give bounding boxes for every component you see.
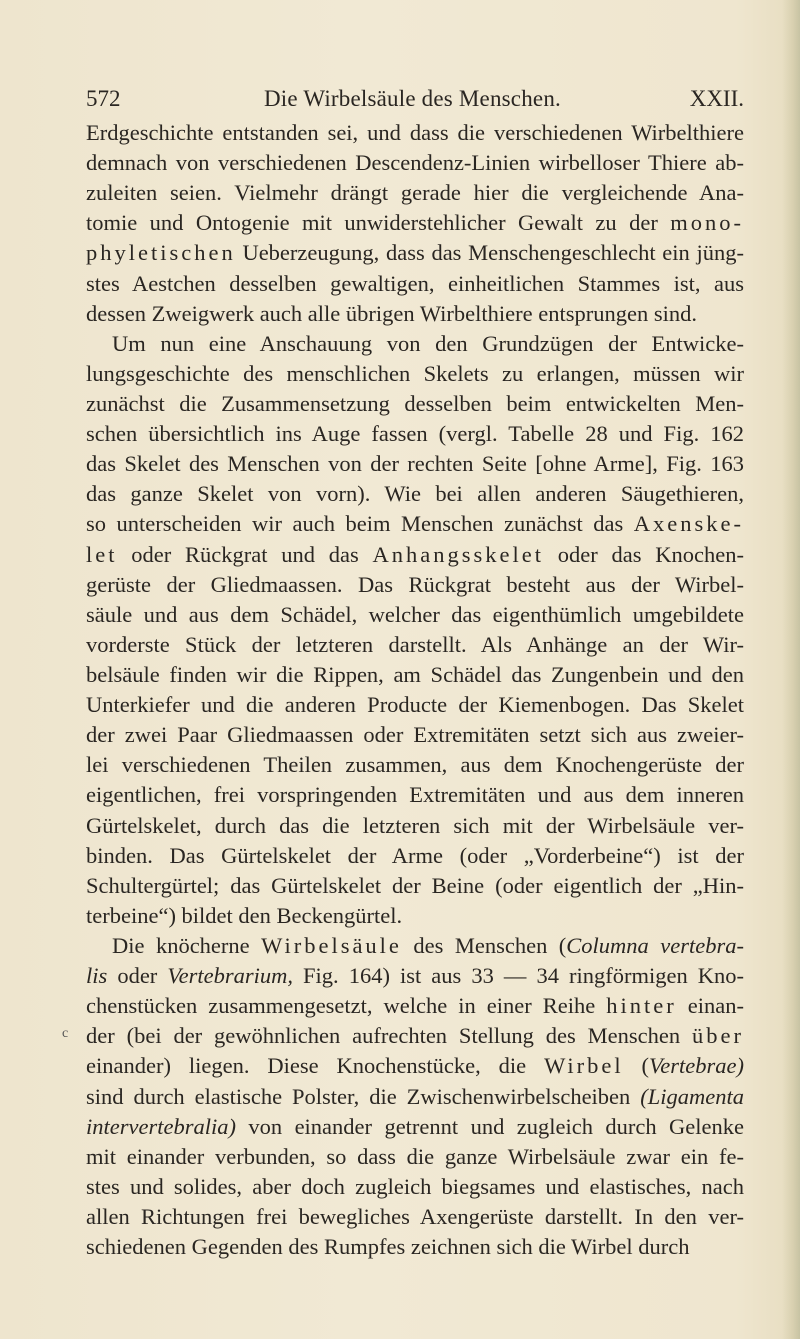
spaced-emphasis-text: Wirbelsäule (261, 932, 402, 958)
text-run: säule und aus dem Schädel, welcher das eigenthümlich umgebildete (86, 601, 744, 627)
text-run: binden. Das Gürtelskelet der Arme (oder „Vorderbeine“) ist der (86, 842, 744, 868)
spaced-emphasis-text: hinter (606, 993, 677, 1019)
text-run: des Menschen ( (401, 932, 567, 958)
text-line (86, 600, 744, 630)
text-run: Schultergürtel; das Gürtelskelet der Beine (oder eigentlich der „Hin- (86, 872, 744, 898)
text-run: dessen Zweigwerk auch alle übrigen Wirbelthiere entsprungen sind. (86, 300, 697, 326)
text-run: terbeine“) bildet den Beckengürtel. (86, 902, 403, 928)
text-run: schen übersichtlich ins Auge fassen (vergl. Tabelle 28 und Fig. 162 (86, 421, 744, 447)
text-run: vorderste Stück der letzteren darstellt. Als Anhänge an der Wir- (86, 631, 744, 657)
italic-text: Vertebrarium, (167, 963, 293, 989)
text-run: oder (107, 963, 168, 989)
text-line (86, 479, 744, 509)
text-line (86, 750, 744, 780)
text-run: Die knöcherne (112, 932, 262, 958)
spaced-emphasis-text: Wirbel (544, 1053, 624, 1079)
running-header (86, 86, 744, 116)
text-line (86, 178, 744, 208)
text-run: von einander getrennt und zugleich durch Gelenke (235, 1113, 744, 1139)
text-line (86, 961, 744, 991)
text-run: zunächst die Zusammensetzung desselben beim entwickelten Men- (86, 390, 744, 416)
text-line (86, 329, 744, 359)
text-line (86, 1172, 744, 1202)
spaced-emphasis-text: let (86, 541, 118, 567)
text-run: stes und solides, aber doch zugleich biegsames und elastisches, nach (86, 1173, 744, 1199)
text-run: zuleiten seien. Vielmehr drängt gerade hier die vergleichende Ana- (86, 180, 744, 206)
text-line (86, 1082, 744, 1112)
text-run: belsäule finden wir die Rippen, am Schädel das Zungenbein und den (86, 661, 744, 687)
text-line (86, 238, 744, 268)
text-line (86, 449, 744, 479)
text-line (86, 630, 744, 660)
text-run: sind durch elastische Polster, die Zwischenwirbelscheiben (86, 1083, 641, 1109)
text-run: das ganze Skelet von vorn). Wie bei allen anderen Säugethieren, (86, 481, 744, 507)
text-line (86, 118, 744, 148)
text-run: so unterscheiden wir auch beim Menschen zunächst das (86, 511, 634, 537)
text-run: eigentlichen, frei vorspringenden Extremitäten und aus dem inneren (86, 782, 744, 808)
text-run: der (bei der gewöhnlichen aufrechten Stellung des Menschen (86, 1023, 693, 1049)
spaced-emphasis-text: Anhangsskelet (372, 541, 545, 567)
text-run: Ueberzeugung, dass das Menschengeschlecht ein jüng- (235, 240, 744, 266)
text-run: gerüste der Gliedmaassen. Das Rückgrat besteht aus der Wirbel- (86, 571, 744, 597)
italic-text: Columna vertebra- (566, 932, 744, 958)
chapter-number: XXII. (689, 86, 744, 111)
text-line (86, 1112, 744, 1142)
text-run: lungsgeschichte des menschlichen Skelets zu erlangen, müssen wir (86, 360, 744, 386)
text-line (86, 208, 744, 238)
text-run: der zwei Paar Gliedmaassen oder Extremitäten setzt sich aus zweier- (86, 722, 744, 748)
page-number: 572 (86, 86, 121, 111)
text-run: demnach von verschiedenen Descendenz-Linien wirbelloser Thiere ab- (86, 150, 744, 176)
text-line (86, 540, 744, 570)
text-line (86, 931, 744, 961)
spaced-emphasis-text: Axenske- (633, 511, 744, 537)
text-line (86, 1232, 744, 1262)
text-line (86, 1051, 744, 1081)
text-run: allen Richtungen frei bewegliches Axengerüste darstellt. In den ver- (86, 1203, 744, 1229)
italic-text: lis (86, 963, 108, 989)
text-line (86, 389, 744, 419)
text-line (86, 1202, 744, 1232)
text-line (86, 509, 744, 539)
text-line (86, 148, 744, 178)
text-line (86, 660, 744, 690)
text-line (86, 299, 744, 329)
running-title: Die Wirbelsäule des Menschen. (264, 86, 561, 111)
text-run: Um nun eine Anschauung von den Grundzügen der Entwicke- (112, 330, 744, 356)
italic-text: (Ligamenta (640, 1083, 744, 1109)
text-line (86, 1142, 744, 1172)
text-line (86, 359, 744, 389)
text-line (86, 690, 744, 720)
body-text (86, 118, 744, 1262)
text-run: einander) liegen. Diese Knochenstücke, die (86, 1053, 545, 1079)
text-run: oder Rückgrat und das (117, 541, 373, 567)
text-run: mit einander verbunden, so dass die ganze Wirbelsäule zwar ein fe- (86, 1143, 744, 1169)
text-line (86, 720, 744, 750)
text-line (86, 991, 744, 1021)
page-edge-shadow (782, 0, 800, 1339)
text-run: Unterkiefer und die anderen Producte der Kiemenbogen. Das Skelet (86, 692, 744, 718)
text-run: Erdgeschichte entstanden sei, und dass die verschiedenen Wirbelthiere (86, 120, 744, 145)
italic-text: Vertebrae) (649, 1053, 744, 1079)
text-line (86, 269, 744, 299)
text-run: schiedenen Gegenden des Rumpfes zeichnen sich die Wirbel durch (86, 1234, 690, 1260)
text-run: das Skelet des Menschen von der rechten Seite [ohne Arme], Fig. 163 (86, 451, 744, 477)
text-line (86, 780, 744, 810)
text-run: stes Aestchen desselben gewaltigen, einheitlichen Stammes ist, aus (86, 270, 744, 296)
text-line (86, 871, 744, 901)
text-run: Fig. 164) ist aus 33 — 34 ringförmigen Kno- (292, 963, 744, 989)
text-run: tomie und Ontogenie mit unwiderstehlicher Gewalt zu der (86, 210, 671, 236)
margin-mark: c (62, 1026, 69, 1041)
italic-text: intervertebralia) (86, 1113, 236, 1139)
text-run: chenstücken zusammengesetzt, welche in einer Reihe (86, 993, 607, 1019)
text-run: ( (623, 1053, 650, 1079)
text-run: einan- (676, 993, 744, 1019)
text-run: oder das Knochen- (544, 541, 744, 567)
text-line (86, 901, 744, 931)
text-line (86, 841, 744, 871)
text-line (86, 1021, 744, 1051)
text-run: lei verschiedenen Theilen zusammen, aus dem Knochengerüste der (86, 752, 744, 778)
spaced-emphasis-text: über (692, 1023, 744, 1049)
spaced-emphasis-text: phyletischen (86, 240, 236, 266)
text-line (86, 811, 744, 841)
text-line (86, 570, 744, 600)
text-run: Gürtelskelet, durch das die letzteren sich mit der Wirbelsäule ver- (86, 812, 744, 838)
text-line (86, 419, 744, 449)
spaced-emphasis-text: mono- (670, 210, 744, 236)
